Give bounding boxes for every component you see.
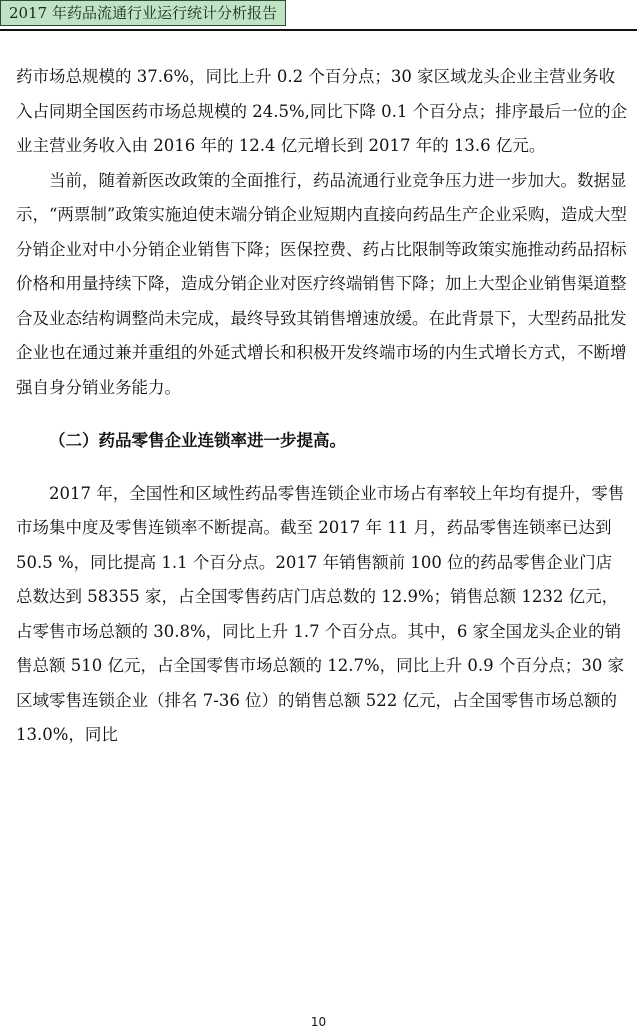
header-title: 2017 年药品流通行业运行统计分析报告 [0,0,286,26]
paragraph-retail: 2017 年，全国性和区域性药品零售连锁企业市场占有率较上年均有提升，零售市场集中度及零售连锁率不断提高。截至 2017 年 11 月，药品零售连锁率已达到 50.5 %，同比提高 1.1 个百分点。2017 年销售额前 100 位的药品零售企业门店总数达到 58355 家，占全国零售药店门店总数的 12.9%；销售总额 1232 亿元，占零售市场总额的 30.8%，同比上升 1.7 个百分点。其中，6 家全国龙头企业的销售总额 510 亿元，占全国零售市场总额的 12.7%，同比上升 0.9 个百分点；30 家区域零售连锁企业（排名 7-36 位）的销售总额 522 亿元，占全国零售市场总额的 13.0%，同比 [16,483,625,744]
document-body [16,60,628,753]
paragraph-policy: 当前，随着新医改政策的全面推行，药品流通行业竞争压力进一步加大。数据显示，“两票制”政策实施迫使末端分销企业短期内直接向药品生产企业采购，造成大型分销企业对中小分销企业销售下降；医保控费、药占比限制等政策实施推动药品招标价格和用量持续下降，造成分销企业对医疗终端销售下降；加上大型企业销售渠道整合及业态结构调整尚未完成，最终导致其销售增速放缓。在此背景下，大型药品批发企业也在通过兼并重组的外延式增长和积极开发终端市场的内生式增长方式，不断增强自身分销业务能力。 [16,170,627,397]
header-rule [0,29,637,31]
page-header [0,0,637,30]
paragraph-continued: 药市场总规模的 37.6%，同比上升 0.2 个百分点；30 家区域龙头企业主营业务收入占同期全国医药市场总规模的 24.5%,同比下降 0.1 个百分点；排序最后一位的企业主营业务收入由 2016 年的 12.4 亿元增长到 2017 年的 13.6 亿元。 [16,67,628,155]
section-heading: （二）药品零售企业连锁率进一步提高。 [49,431,346,450]
page-number: 10 [310,1015,327,1029]
